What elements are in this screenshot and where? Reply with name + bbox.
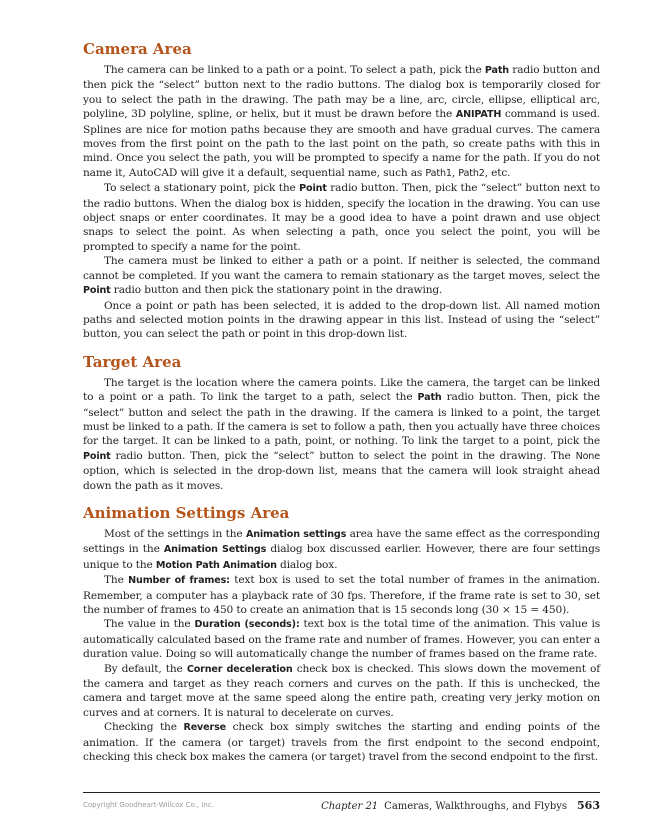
text-run: To select a stationary point, pick the: [104, 182, 300, 195]
text-run: area have the same effect as the corresponding settings in the: [83, 527, 600, 556]
animation-paragraph-5: [83, 720, 600, 764]
page-footer: [83, 792, 600, 815]
ui-term-animation-settings-dialog: Animation Settings: [163, 544, 267, 556]
text-run: , etc.: [484, 166, 511, 179]
text-run: radio button and then pick the stationary point in the drawing.: [110, 284, 443, 297]
animation-paragraph-1: [83, 527, 600, 573]
text-run: check box is checked. This slows down the movement of the camera and target as they reach corners and curves on the path. If this is unchecked, the camera and target move at the same speed along the entire path, creating very jerky motion on curves and at corners. It is natural to decelerate on curves.: [83, 662, 600, 719]
text-run: dialog box.: [276, 558, 338, 571]
page-number: 563: [577, 799, 600, 812]
text-run: check box simply switches the starting and ending points of the animation. If the camera (or target) travels from the first endpoint to the second endpoint, checking this check box makes the camera (or target) travel from the second endpoint to the first.: [83, 721, 600, 764]
ui-term-path: Path: [417, 392, 442, 404]
copyright-notice: Copyright Goodheart-Willcox Co., Inc.: [83, 801, 214, 809]
camera-paragraph-1: [83, 63, 600, 181]
page-body: [83, 36, 600, 764]
text-run: Most of the settings in the: [104, 527, 246, 540]
target-paragraph-1: [83, 376, 600, 493]
camera-paragraph-2: [83, 181, 600, 254]
text-run: The value in the: [104, 618, 195, 631]
text-run: dialog box discussed earlier. However, there are four settings unique to the: [83, 543, 601, 571]
text-run: radio button. Then, pick the “select” button to select the point in the drawing. The: [110, 449, 576, 462]
default-name-path1: Path1: [425, 167, 452, 179]
target-area-heading: Target Area: [83, 352, 182, 371]
chapter-label: Chapter 21: [321, 801, 379, 812]
default-name-path2: Path2: [458, 167, 485, 179]
animation-paragraph-4: [83, 662, 600, 721]
command-anipath: ANIPATH: [455, 109, 502, 121]
text-run: command is used. Splines are nice for motion paths because they are smooth and have gradual curves. The camera moves from the first point on the path to the last point on the path, so create paths with this in mind. Once you select the path, you will be prompted to specify a name for the path. If you do not name it, AutoCAD will give it a default, sequential name, such as: [83, 108, 600, 179]
text-run: By default, the: [104, 662, 187, 675]
ui-term-path: Path: [484, 65, 509, 76]
ui-term-point: Point: [299, 183, 327, 195]
camera-paragraph-4: Once a point or path has been selected, it is added to the drop-down list. All named motion paths and selected motion points in the drawing appear in this list. Instead of using the “select” button, you can select the path or point in this drop-down list.: [83, 299, 600, 341]
camera-area-heading: Camera Area: [83, 40, 192, 58]
animation-paragraph-3: [83, 617, 600, 661]
text-run: option, which is selected in the drop-down list, means that the camera will look straight ahead down the path as it moves.: [83, 465, 600, 492]
text-run: radio button. Then, pick the “select” button and select the path in the drawing. If the camera is linked to a point, the target must be linked to a path. If the camera is set to follow a path, then you actually have three choices for the target. It can be linked to a path, point, or nothing. To link the target to a point, pick the: [83, 391, 600, 448]
chapter-title: Cameras, Walkthroughs, and Flybys: [384, 801, 568, 812]
ui-term-animation-settings-area: Animation settings: [245, 528, 347, 540]
ui-term-reverse: Reverse: [183, 722, 227, 734]
option-none: None: [575, 450, 600, 462]
ui-term-point: Point: [83, 450, 111, 462]
ui-term-point: Point: [83, 285, 111, 297]
text-run: The camera must be linked to either a path or a point. If neither is selected, the command cannot be completed. If you want the camera to remain stationary as the target moves, select the: [83, 255, 600, 282]
animation-paragraph-2: [83, 573, 600, 617]
text-run: The camera can be linked to a path or a point. To select a path, pick the: [104, 64, 485, 76]
text-run: ,: [451, 166, 459, 179]
text-run: radio button and then pick the “select” button next to the radio buttons. The dialog box is temporarily closed for you to select the path in the drawing. The path may be a line, arc, circle, ellipse, elliptical arc, polyline, 3D polyline, spline, or helix, but it must be drawn before the: [83, 64, 600, 121]
text-run: The target is the location where the camera points. Like the camera, the target can be linked to a point or a path. To link the target to a path, select the: [83, 376, 600, 404]
text-run: text box is the total time of the animation. This value is automatically calculated based on the frame rate and number of frames. However, you can enter a duration value. Doing so will automatically change the number of frames based on the frame rate.: [83, 618, 600, 661]
camera-paragraph-3: [83, 254, 600, 298]
ui-term-number-of-frames: Number of frames:: [128, 575, 230, 587]
ui-term-motion-path-animation: Motion Path Animation: [155, 559, 277, 571]
text-run: Checking the: [104, 721, 184, 734]
ui-term-duration: Duration (seconds):: [194, 619, 300, 631]
running-footer: [321, 799, 600, 812]
text-run: text box is used to set the total number of frames in the animation. Remember, a computer has a playback rate of 30 fps. Therefore, if the frame rate is set to 30, set the number of frames to 450 to create an animation that is 15 seconds long (30 × 15 = 450).: [83, 574, 600, 616]
text-run: The: [104, 574, 129, 587]
text-run: radio button. Then, pick the “select” button next to the radio buttons. When the dialog box is hidden, specify the location in the drawing. You can use object snaps or enter coordinates. It may be a good idea to have a point drawn and use object snaps to select the point. As when selecting a path, once you select the point, you will be prompted to specify a name for the point.: [83, 182, 600, 253]
ui-term-corner-deceleration: Corner deceleration: [186, 663, 293, 675]
animation-settings-heading: Animation Settings Area: [83, 503, 290, 522]
